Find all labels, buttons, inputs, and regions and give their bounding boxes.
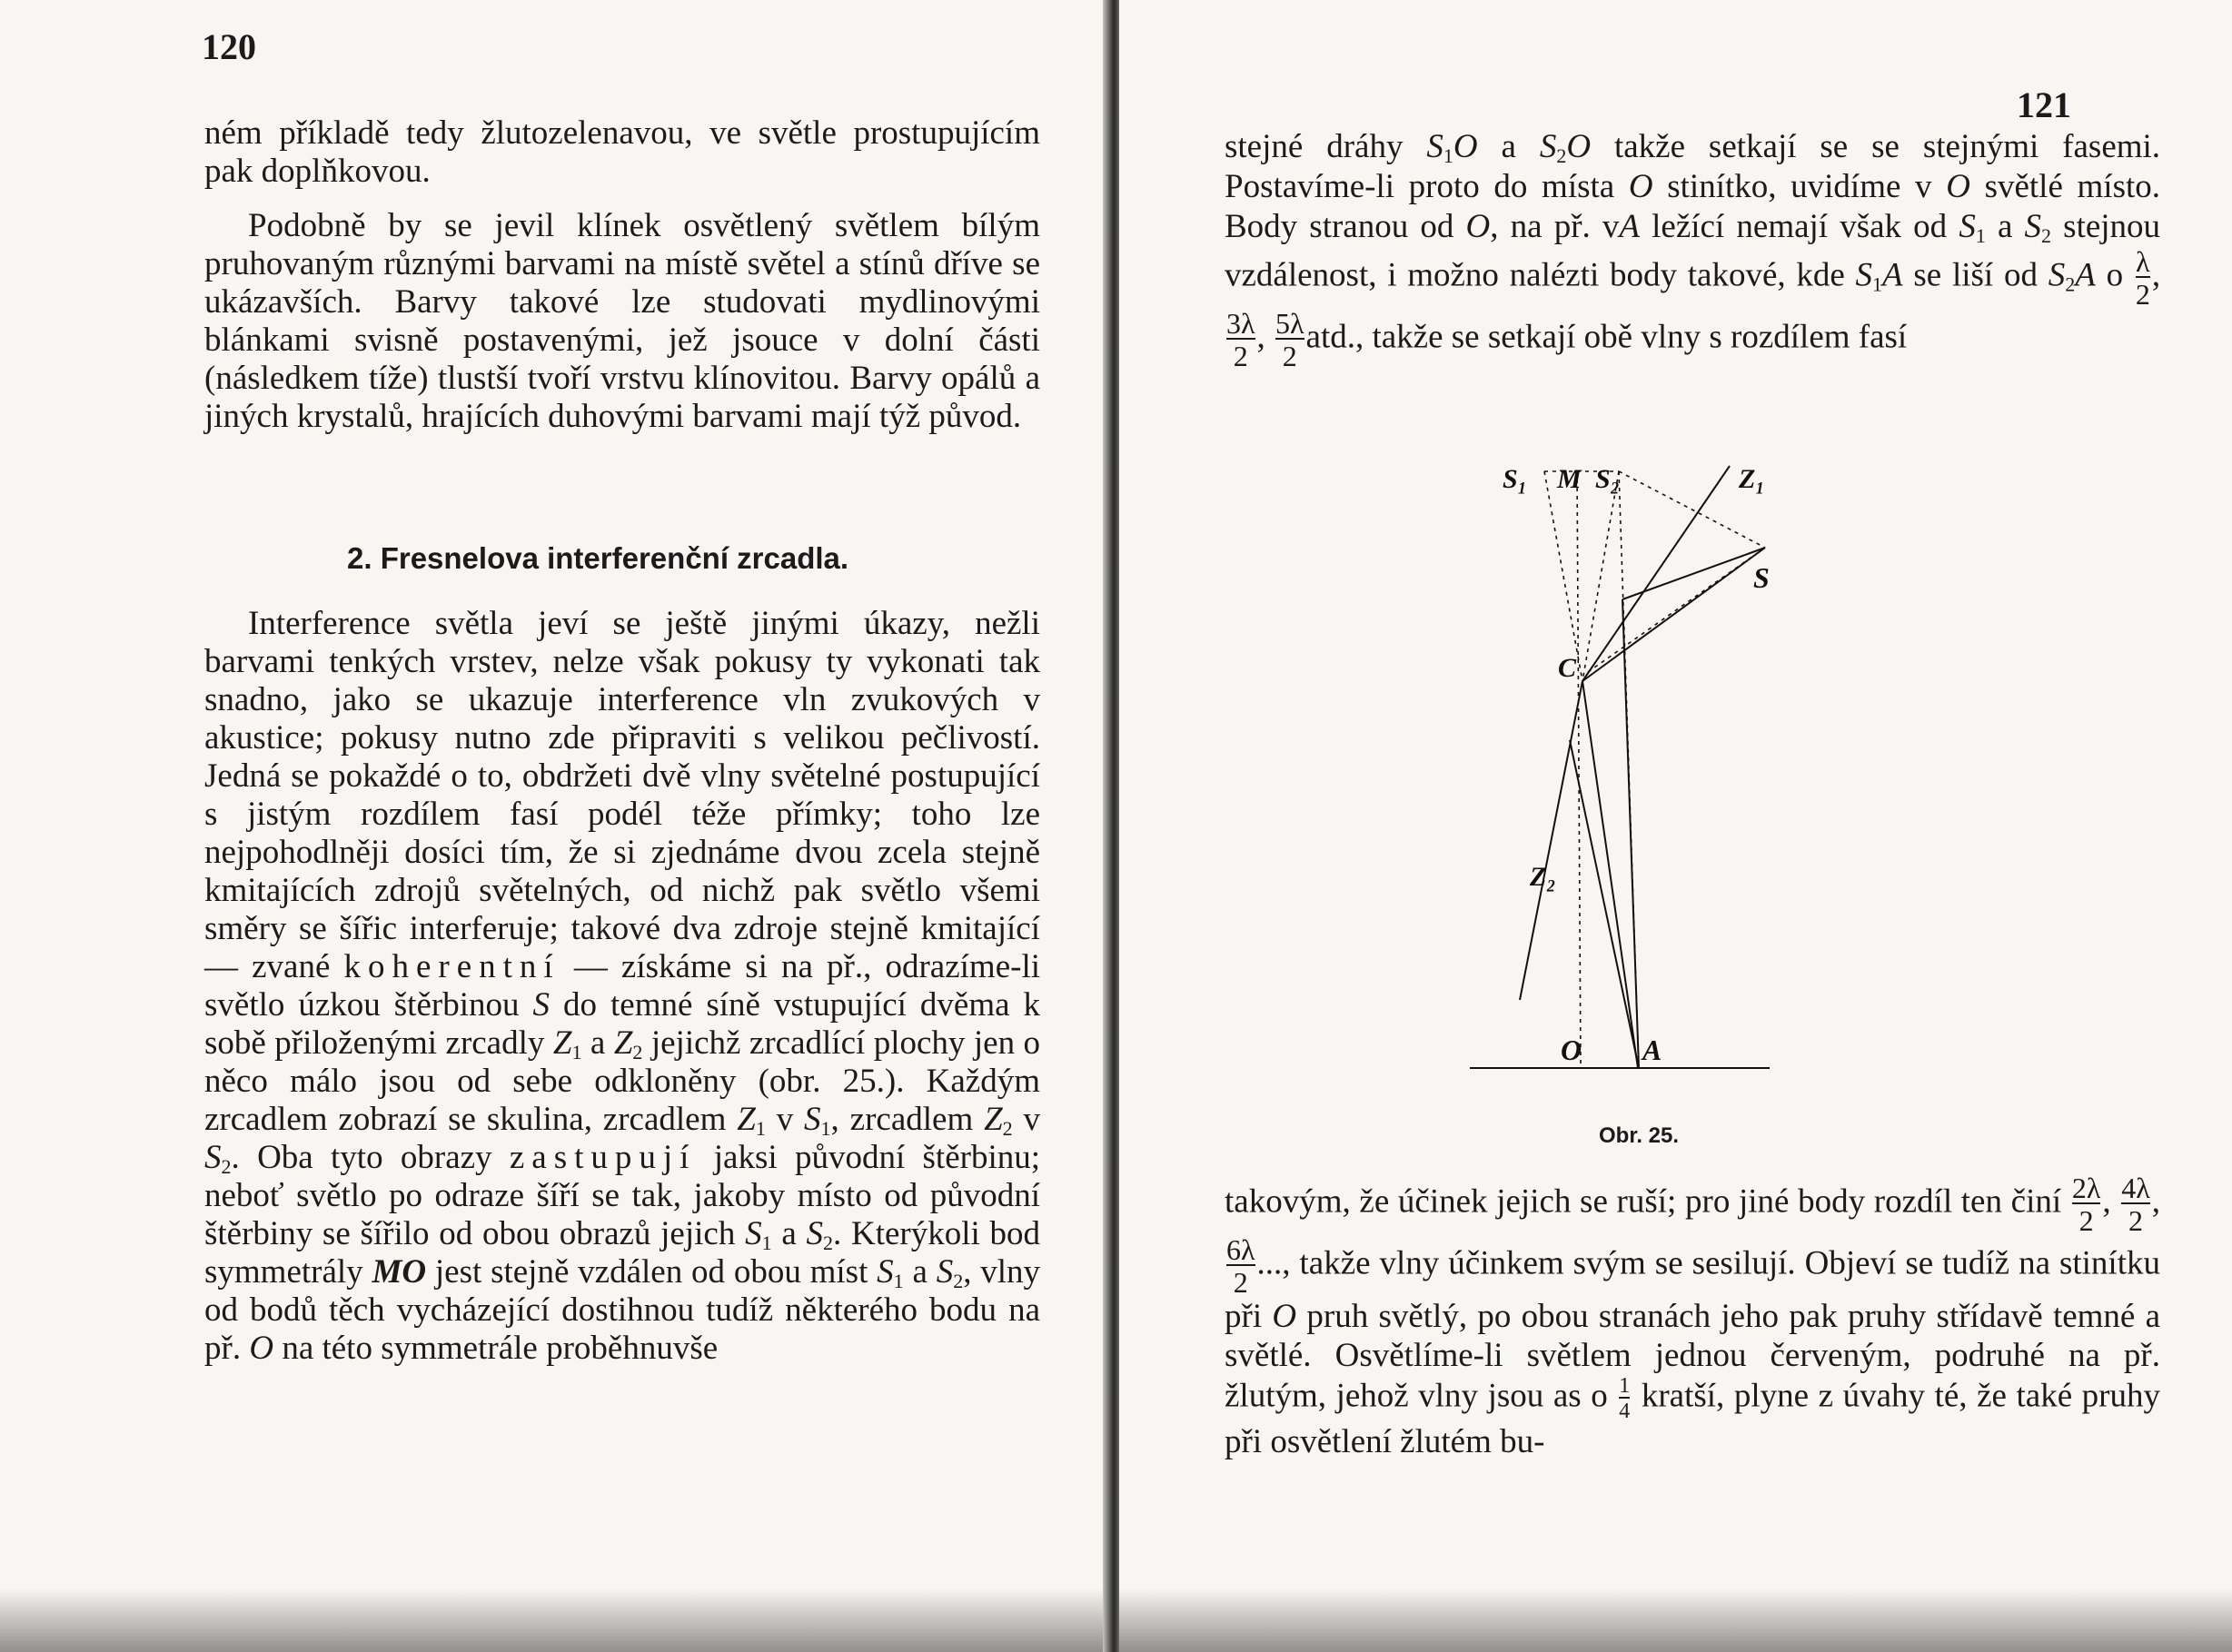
label-s1: S₁ <box>1503 464 1528 494</box>
right-page <box>1119 0 2232 1652</box>
label-z2: Z₂ <box>1530 862 1556 892</box>
fraction-quarter: $\frac{1}{4}$ <box>1619 1374 1631 1423</box>
label-m: M <box>1557 464 1582 494</box>
page-shadow-left <box>0 1588 1108 1652</box>
fraction-6lambda-half: $\frac{6\lambda}{2}$ <box>1226 1233 1255 1299</box>
symmetry-line-mo <box>1577 471 1581 1068</box>
figure-fresnel-mirrors <box>1470 450 1788 1085</box>
fraction-4lambda-half: $\frac{4\lambda}{2}$ <box>2121 1172 2150 1237</box>
fraction-lambda-half: $\frac{\lambda}{2}$ <box>2135 245 2150 311</box>
right-text-top <box>1225 127 2160 371</box>
dotted-s2 <box>1582 471 1619 681</box>
label-o: O <box>1561 1034 1582 1066</box>
figure-caption: Obr. 25. <box>1599 1123 1680 1148</box>
left-text-top <box>204 114 1040 436</box>
paragraph-right-2: takovým, že účinek jejich se ruší; pro jiné body rozdíl ten činí $\frac{2\lambda}{2}$ , $\frac{4\lambda}{2}$ , $\frac{6\lambda}{2}$ ..., takže vlny účinkem svým se sesilují. Objeví se tudíž na stinítku při O pruh světlý, po obou stranách jeho pak pruhy střídavě temné a světlé. Osvětlíme-li světlem jednou červeným, podruhé na př. žlutým, jehož vlny jsou as o $\frac{1}{4}$ kratší, plyne z úvahy té, že také pruhy při osvětlení žlutém bu- <box>1225 1172 2161 1460</box>
fraction-3lambda-half: $\frac{3\lambda}{2}$ <box>1226 307 1255 372</box>
right-text-bottom <box>1225 1173 2160 1461</box>
left-page <box>0 0 1108 1652</box>
section-heading: 2. Fresnelova interferenční zrcadla. <box>347 541 849 575</box>
dotted-s1 <box>1544 471 1582 681</box>
ray-c-a <box>1582 681 1638 1068</box>
left-text-main <box>204 605 1040 1368</box>
mirror-z1 <box>1582 466 1730 681</box>
page-shadow-right <box>1119 1588 2232 1652</box>
mirror-z2 <box>1520 681 1582 1000</box>
fraction-2lambda-half: $\frac{2\lambda}{2}$ <box>2071 1172 2101 1237</box>
paragraph-2: Podobně by se jevil klínek osvětlený světlem bílým pruhovaným různými barvami na místě světel a stínů dříve se ukázavších. Barvy takové lze studovati mydlinovými blánkami svisně postavenými, jež jsouce v dolní části (následkem tíže) tlustší tvoří vrstvu klínovitou. Barvy opálů a jiných krystalů, hrajících duhovými barvami mají týž původ. <box>204 207 1040 435</box>
label-c: C <box>1558 653 1577 683</box>
fraction-5lambda-half: $\frac{5\lambda}{2}$ <box>1275 307 1304 372</box>
label-s2: S₂ <box>1595 464 1621 494</box>
label-z1: Z₁ <box>1739 464 1765 494</box>
page-number-right: 121 <box>2017 84 2071 125</box>
zastupuji-term: zastupují <box>509 1139 697 1176</box>
paragraph-3: Interference světla jeví se ještě jinými úkazy, nežli barvami tenkých vrstev, nelze však pokusy ty vykonati tak snadno, jako se ukazuje interference vln zvukových v akustice; pokusy nutno zde připraviti s velikou pečlivostí. Jedná se pokaždé o to, obdržeti dvě vlny světelné postupující s jistým rozdílem fasí podél téže přímky; toho lze nejpohodlněji dosíci tím, že si zjednáme dvou zcela stejně kmitajících zdrojů světelných, od nichž pak světlo všemi směry se šířic interferuje; takové dva zdroje stejně kmitající — zvané koherentní — získáme si na př., odrazíme-li světlo úzkou štěrbinou S do temné síně vstupující dvěma k sobě přiloženými zrcadly $Z_1$ a $Z_2$ jejichž zrcadlící plochy jen o něco málo jsou od sebe odkloněny (obr. 25.). Každým zrcadlem zobrazí se skulina, zrcadlem $Z_1$ v $S_1$, zrcadlem $Z_2$ v $S_2$. Oba tyto obrazy zastupují jaksi původní štěrbinu; neboť světlo po odraze šíří se tak, jakoby místo od původní štěrbiny se šířilo od obou obrazů jejich $S_1$ a $S_2$. Kterýkoli bod symmetrály MO jest stejně vzdálen od obou míst $S_1$ a $S_2$, vlny od bodů těch vycházející dostihnou tudíž některého bodu na př. O na této symmetrále proběhnuvše <box>204 605 1041 1367</box>
paragraph-1: ném příkladě tedy žlutozelenavou, ve světle prostupujícím pak doplňkovou. <box>204 114 1040 190</box>
page-number-left: 120 <box>202 26 256 67</box>
label-s: S <box>1753 561 1770 594</box>
label-a: A <box>1642 1034 1662 1066</box>
koherentni-term: koherentní <box>343 948 560 985</box>
paragraph-right-1: stejné dráhy $S_1O$ a $S_2O$ takže setkají se se stejnými fasemi. Postavíme-li proto do místa O stinítko, uvidíme v O světlé místo. Body stranou od O, na př. vA ležící nemají však od $S_1$ a $S_2$ stejnou vzdálenost, i možno nalézti body takové, kde $S_1A$ se liší od $S_2A$ o $\frac{\lambda}{2}$ , $\frac{3\lambda}{2}$ , $\frac{5\lambda}{2}$ atd., takže se setkají obě vlny s rozdílem fasí <box>1225 128 2161 372</box>
ray-s-mirror1 <box>1622 548 1765 599</box>
